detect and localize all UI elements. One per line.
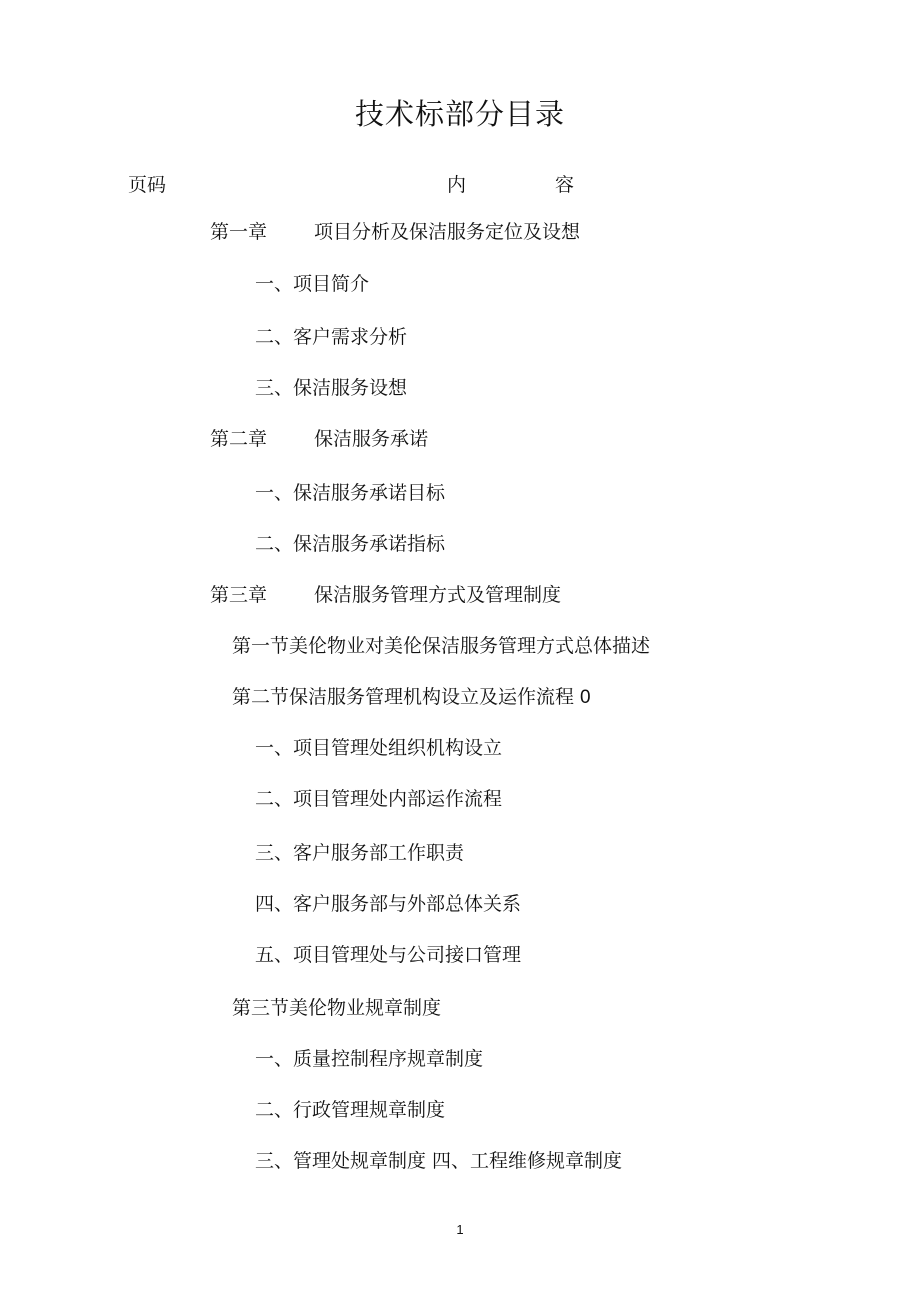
- toc-item[interactable]: 一、质量控制程序规章制度: [255, 1048, 484, 1070]
- toc-chapter-3[interactable]: [210, 583, 561, 607]
- toc-item[interactable]: 三、客户服务部工作职责: [255, 842, 465, 864]
- toc-chapter-1[interactable]: [210, 220, 580, 244]
- chapter-number: 第二章: [210, 428, 268, 450]
- toc-item[interactable]: 四、客户服务部与外部总体关系: [255, 893, 522, 915]
- section-title: 第二节保洁服务管理机构设立及运作流程: [232, 686, 575, 708]
- toc-section[interactable]: [232, 685, 591, 710]
- chapter-number: 第三章: [210, 584, 268, 606]
- toc-item[interactable]: 一、保洁服务承诺目标: [255, 482, 446, 504]
- toc-item[interactable]: 三、管理处规章制度 四、工程维修规章制度: [255, 1150, 623, 1172]
- toc-chapter-2[interactable]: [210, 427, 428, 451]
- toc-item[interactable]: 二、行政管理规章制度: [255, 1099, 446, 1121]
- toc-item[interactable]: 一、项目管理处组织机构设立: [255, 737, 503, 759]
- toc-item[interactable]: 五、项目管理处与公司接口管理: [255, 944, 522, 966]
- section-page-number: 0: [580, 687, 591, 708]
- chapter-title: 项目分析及保洁服务定位及设想: [314, 221, 581, 243]
- page-column-label: 页码: [128, 174, 167, 196]
- toc-section[interactable]: 第一节美伦物业对美伦保洁服务管理方式总体描述: [232, 635, 651, 657]
- chapter-title: 保洁服务管理方式及管理制度: [314, 584, 562, 606]
- chapter-number: 第一章: [210, 221, 268, 243]
- toc-item[interactable]: 二、项目管理处内部运作流程: [255, 788, 503, 810]
- toc-header: [0, 170, 920, 194]
- content-column-label-2: 容: [555, 174, 575, 196]
- toc-item[interactable]: 二、保洁服务承诺指标: [255, 533, 446, 555]
- chapter-title: 保洁服务承诺: [314, 428, 429, 450]
- page-title: 技术标部分目录: [354, 97, 565, 131]
- toc-section[interactable]: 第三节美伦物业规章制度: [232, 997, 442, 1019]
- toc-item[interactable]: 一、项目简介: [255, 273, 370, 295]
- content-column-label-1: 内: [447, 174, 467, 196]
- toc-item[interactable]: 三、保洁服务设想: [255, 377, 408, 399]
- toc-item[interactable]: 二、客户需求分析: [255, 326, 408, 348]
- page-number: 1: [456, 1222, 464, 1237]
